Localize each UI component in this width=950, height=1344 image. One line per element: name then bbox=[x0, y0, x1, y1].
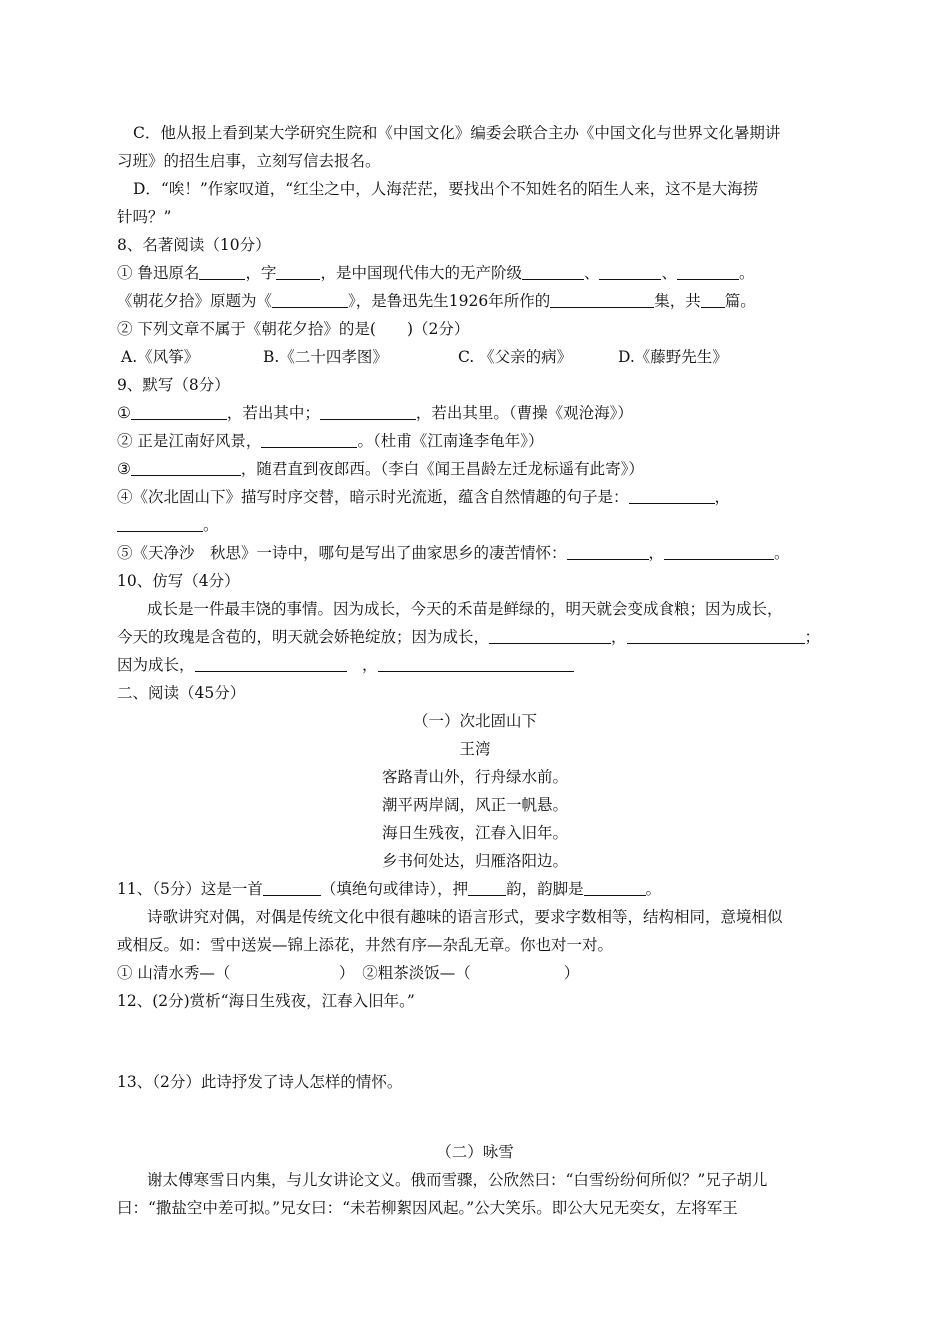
q9-line1 bbox=[117, 403, 633, 423]
poem-author: 王湾 bbox=[459, 740, 491, 758]
q8-option-d[interactable]: D.《藤野先生》 bbox=[618, 348, 728, 366]
q8-l1-text-c: ，是中国现代伟大的无产阶级 bbox=[320, 264, 522, 282]
answer-blank[interactable] bbox=[131, 404, 227, 420]
q8-heading: 8、名著阅读（10分） bbox=[117, 236, 271, 254]
q7-option-c-line2: 习班》的招生启事，立刻写信去报名。 bbox=[117, 152, 381, 170]
q11-pairs bbox=[117, 963, 579, 983]
q9-line4 bbox=[117, 487, 730, 507]
answer-blank[interactable] bbox=[522, 264, 584, 280]
q8-line3: ② 下列文章不属于《朝花夕拾》的是( )（2分） bbox=[117, 320, 470, 338]
poem-line: 乡书何处达，归雁洛阳边。 bbox=[381, 852, 568, 870]
q10-p2-text-a: 今天的玫瑰是含苞的，明天就会娇艳绽放；因为成长， bbox=[117, 628, 490, 646]
q9-line3 bbox=[117, 459, 644, 479]
q9-l1-text-b: ，若出其中； bbox=[226, 404, 320, 422]
section-2-heading: 二、阅读（45分） bbox=[117, 684, 246, 702]
poem-line: 海日生残夜，江春入旧年。 bbox=[381, 824, 568, 842]
answer-blank[interactable] bbox=[263, 880, 321, 896]
passage-title: （二）咏雪 bbox=[436, 1143, 514, 1161]
q8-option-c[interactable]: C. 《父亲的病》 bbox=[458, 348, 573, 366]
q11-pair-1[interactable]: ① 山清水秀—（ ） bbox=[117, 964, 347, 982]
q8-l2-text-c: 集，共 bbox=[654, 292, 701, 310]
answer-blank[interactable] bbox=[550, 292, 654, 308]
q13: 13、（2分）此诗抒发了诗人怎样的情怀。 bbox=[117, 1073, 403, 1091]
q10-p2-text-c: ； bbox=[804, 628, 821, 646]
q8-line2 bbox=[117, 291, 756, 311]
q8-l2-text-b: 》，是鲁迅先生1926年所作的 bbox=[348, 292, 551, 310]
q8-l2-text-d: 篇。 bbox=[724, 292, 756, 310]
q8-l1-text-f: 。 bbox=[739, 264, 755, 282]
q8-l1-text-a: ① 鲁迅原名 bbox=[117, 264, 200, 282]
q10-paragraph-line1: 成长是一件最丰饶的事情。因为成长，今天的禾苗是鲜绿的，明天就会变成食粮；因为成长， bbox=[147, 600, 783, 618]
answer-blank[interactable] bbox=[117, 516, 203, 532]
q11-line1 bbox=[117, 879, 661, 899]
q9-l3-text-a: ③ bbox=[117, 460, 131, 478]
q7-option-d-line2: 针吗？” bbox=[117, 208, 172, 226]
q8-l1-text-d: 、 bbox=[583, 264, 600, 282]
answer-blank[interactable] bbox=[701, 292, 725, 308]
q8-l1-text-e: 、 bbox=[661, 264, 677, 282]
answer-blank[interactable] bbox=[489, 628, 611, 644]
q8-line1 bbox=[117, 263, 755, 283]
q9-line2 bbox=[117, 431, 543, 451]
q11-pair-2[interactable]: ②粗茶淡饭—（ ） bbox=[362, 964, 580, 982]
q9-l3-text-b: ，随君直到夜郎西。（李白《闻王昌龄左迁龙标遥有此寄》） bbox=[240, 460, 644, 478]
q8-l2-text-a: 《朝花夕拾》原题为《 bbox=[117, 292, 273, 310]
q11-paragraph-line1: 诗歌讲究对偶，对偶是传统文化中很有趣味的语言形式，要求字数相等，结构相同，意境相似 bbox=[147, 908, 783, 926]
q9-line6 bbox=[117, 543, 790, 563]
q11-text-a: 11、（5分）这是一首 bbox=[117, 880, 263, 898]
q9-l2-text-a: ② 正是江南好风景， bbox=[117, 432, 262, 450]
answer-blank[interactable] bbox=[378, 656, 574, 672]
q9-l1-text-c: ，若出其里。（曹操《观沧海》） bbox=[415, 404, 633, 422]
answer-blank[interactable] bbox=[261, 432, 357, 448]
q7-option-c-line1: C．他从报上看到某大学研究生院和《中国文化》编委会联合主办《中国文化与世界文化暑期讲 bbox=[133, 124, 781, 142]
answer-blank[interactable] bbox=[629, 488, 715, 504]
answer-blank[interactable] bbox=[599, 264, 661, 280]
q9-line5 bbox=[117, 515, 219, 535]
answer-blank[interactable] bbox=[131, 460, 241, 476]
poem-line: 客路青山外，行舟绿水前。 bbox=[381, 768, 568, 786]
answer-blank[interactable] bbox=[320, 404, 416, 420]
answer-blank[interactable] bbox=[195, 656, 347, 672]
answer-blank[interactable] bbox=[468, 880, 506, 896]
q8-option-a[interactable]: A.《风筝》 bbox=[121, 348, 200, 366]
answer-blank[interactable] bbox=[627, 628, 805, 644]
q10-p3-text-b: ， bbox=[346, 656, 378, 674]
poem-line: 潮平两岸阔，风正一帆悬。 bbox=[381, 796, 568, 814]
q10-p3-text-a: 因为成长， bbox=[117, 656, 195, 674]
q11-text-c: 韵，韵脚是 bbox=[506, 880, 584, 898]
q7-option-d-line1: D．“唉！”作家叹道，“红尘之中，人海茫茫，要找出个不知姓名的陌生人来，这不是大海捞 bbox=[133, 180, 759, 198]
q8-option-b[interactable]: B.《二十四孝图》 bbox=[263, 348, 388, 366]
q12: 12、(2分)赏析“海日生残夜，江春入旧年。” bbox=[117, 992, 415, 1010]
poem-title: （一）次北固山下 bbox=[412, 712, 537, 730]
q10-paragraph-line3 bbox=[117, 655, 574, 675]
answer-blank[interactable] bbox=[567, 544, 649, 560]
q9-l5-text: 。 bbox=[203, 516, 219, 534]
q9-l6-text-c: 。 bbox=[774, 544, 790, 562]
q10-heading: 10、仿写（4分） bbox=[117, 572, 240, 590]
answer-blank[interactable] bbox=[664, 544, 774, 560]
q11-text-b: （填绝句或律诗），押 bbox=[320, 880, 469, 898]
q9-l1-text-a: ① bbox=[117, 404, 131, 422]
q11-text-d: 。 bbox=[645, 880, 662, 898]
q8-options bbox=[121, 347, 728, 367]
answer-blank[interactable] bbox=[272, 292, 348, 308]
q9-l4-text-a: ④《次北固山下》描写时序交替，暗示时光流逝，蕴含自然情趣的句子是： bbox=[117, 488, 629, 506]
q11-paragraph-line2: 或相反。如：雪中送炭—锦上添花，井然有序—杂乱无章。你也对一对。 bbox=[117, 936, 614, 954]
q9-heading: 9、默写（8分） bbox=[117, 376, 230, 394]
q10-paragraph-line2 bbox=[117, 627, 820, 647]
q9-l4-text-b: ， bbox=[714, 488, 731, 506]
answer-blank[interactable] bbox=[677, 264, 739, 280]
answer-blank[interactable] bbox=[199, 264, 245, 280]
q10-p2-text-b: ， bbox=[611, 628, 627, 646]
answer-blank[interactable] bbox=[584, 880, 646, 896]
answer-blank[interactable] bbox=[276, 264, 320, 280]
q9-l6-text-a: ⑤《天净沙 秋思》一诗中，哪句是写出了曲家思乡的凄苦情怀： bbox=[117, 544, 567, 562]
q9-l6-text-b: ， bbox=[648, 544, 665, 562]
passage-line1: 谢太傅寒雪日内集，与儿女讲论文义。俄而雪骤，公欣然曰：“白雪纷纷何所似？”兄子胡儿 bbox=[147, 1171, 768, 1189]
q9-l2-text-b: 。（杜甫《江南逢李龟年》） bbox=[357, 432, 544, 450]
q8-l1-text-b: ，字 bbox=[245, 264, 277, 282]
passage-line2: 曰：“撒盐空中差可拟。”兄女曰：“未若柳絮因风起。”公大笑乐。即公大兄无奕女，左将军王 bbox=[117, 1199, 738, 1217]
